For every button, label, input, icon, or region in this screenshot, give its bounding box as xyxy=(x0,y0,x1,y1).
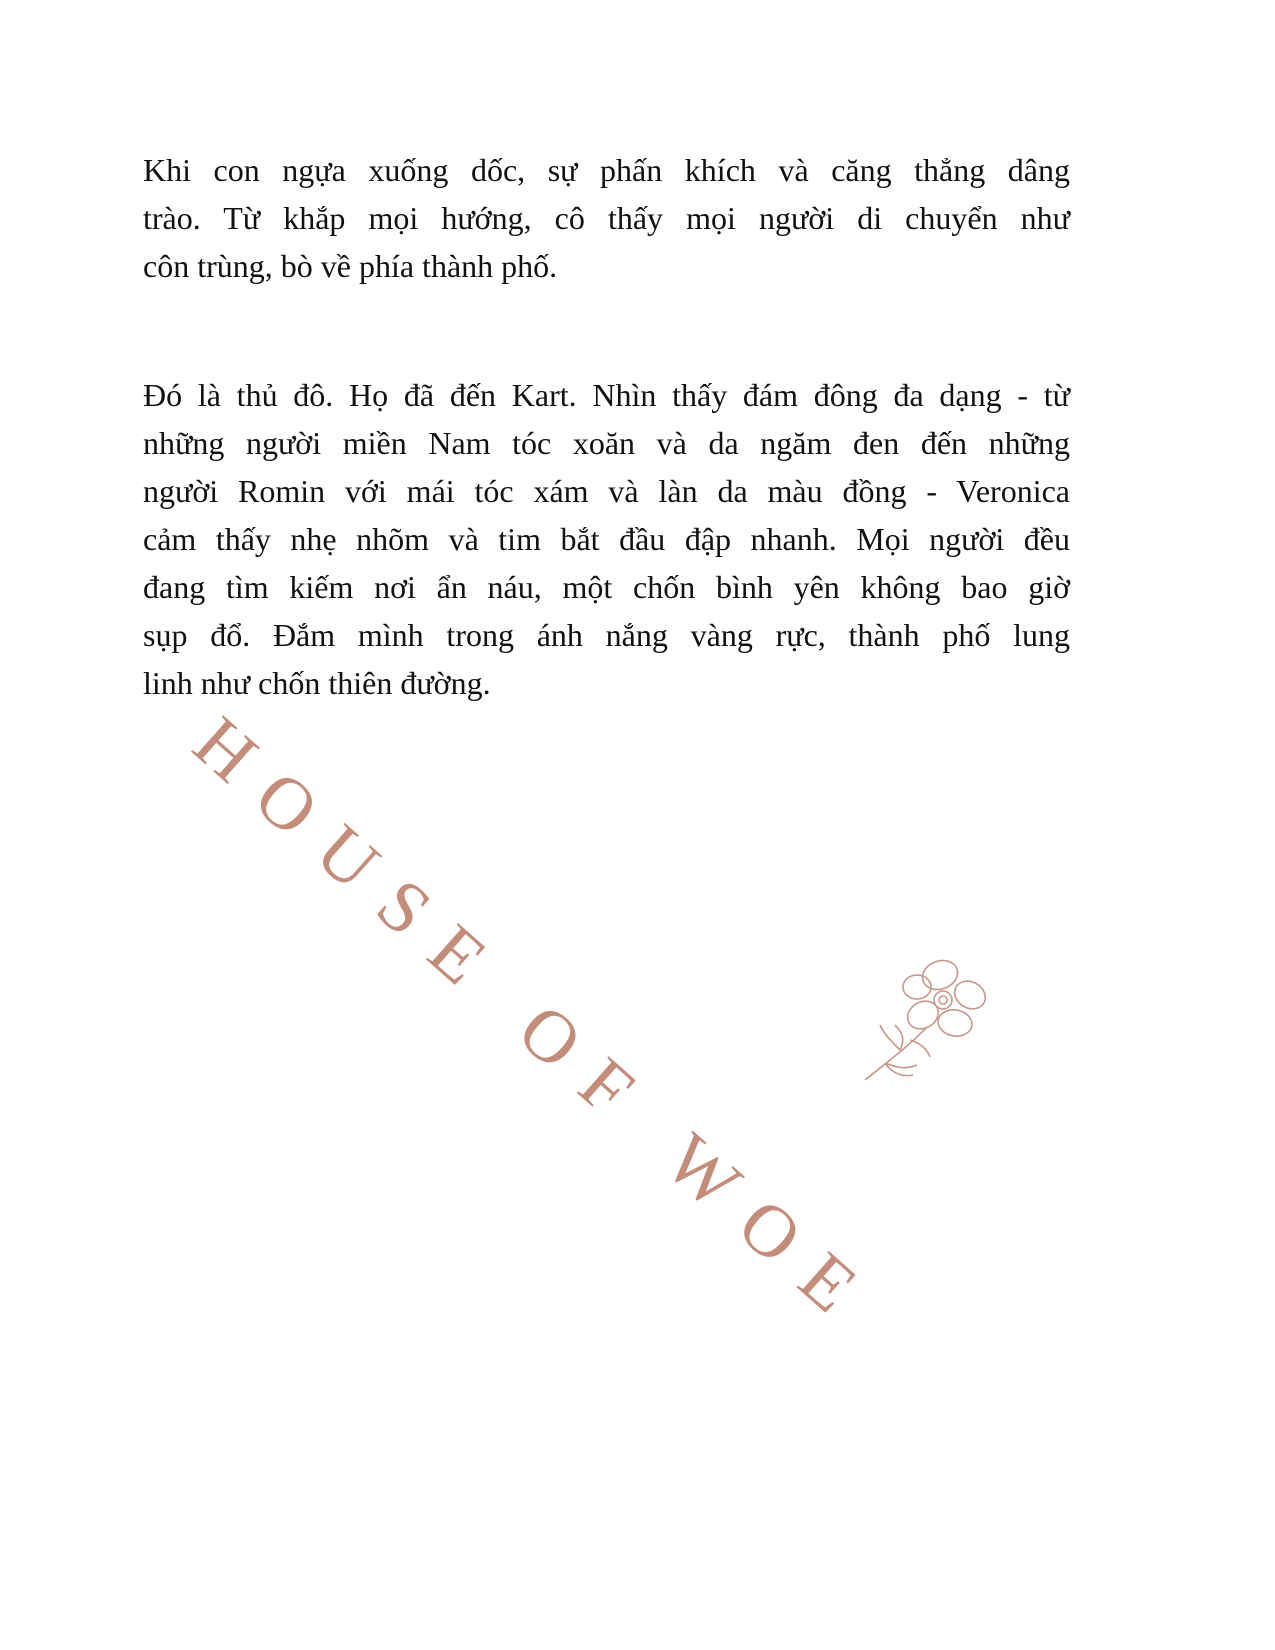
text-line: người Romin với mái tóc xám và làn da màu đồng - Veronica xyxy=(143,473,1070,509)
text-line: những người miền Nam tóc xoăn và da ngăm đen đến những xyxy=(143,425,1070,461)
paragraph-1 xyxy=(143,146,1070,290)
text-line: côn trùng, bò về phía thành phố. xyxy=(143,248,558,284)
flower-icon xyxy=(855,945,995,1085)
paragraph-2 xyxy=(143,371,1070,707)
text-line: sụp đổ. Đắm mình trong ánh nắng vàng rực, thành phố lung xyxy=(143,617,1070,653)
text-line: cảm thấy nhẹ nhõm và tim bắt đầu đập nhanh. Mọi người đều xyxy=(143,521,1070,557)
text-line: Khi con ngựa xuống dốc, sự phấn khích và căng thẳng dâng xyxy=(143,152,1070,188)
text-line: linh như chốn thiên đường. xyxy=(143,665,491,701)
watermark-text: HOUSE OF WOE xyxy=(178,701,893,1347)
text-line: trào. Từ khắp mọi hướng, cô thấy mọi người di chuyển như xyxy=(143,200,1070,236)
text-line: đang tìm kiếm nơi ẩn náu, một chốn bình yên không bao giờ xyxy=(143,569,1070,605)
text-line: Đó là thủ đô. Họ đã đến Kart. Nhìn thấy đám đông đa dạng - từ xyxy=(143,377,1070,413)
